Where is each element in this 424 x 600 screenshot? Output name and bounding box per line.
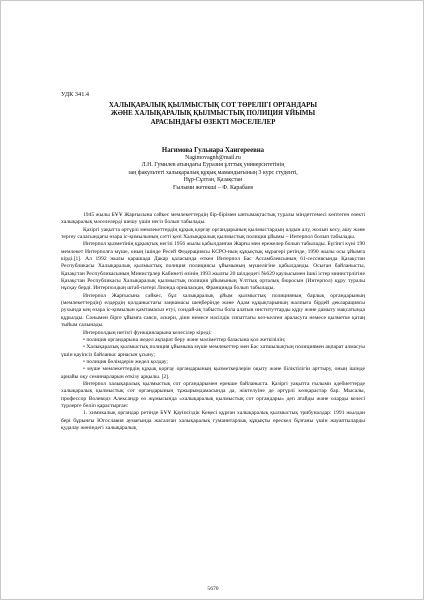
page-number: 5670 xyxy=(207,586,219,592)
article-body xyxy=(61,212,365,432)
title-line-3: АРАСЫНДАҒЫ ӨЗЕКТІ МӘСЕЛЕЛЕР xyxy=(150,118,276,126)
paper-title xyxy=(61,102,365,127)
paragraph: Интерпол қызметінің құқықтық негізі 1956 жылы қабылданған Жарғы мен ережелер болып табылады. Бүгінгі күні 190 мемлекет Интерполға мүше, оның ішінде Ресей Федерациясы КСРО-ның құқықтық мұрагері ретінде, 1990 жылы осы ұйымға кірді.[1]. Ал 1992 жылы қарашада Дакар қаласында өткен Интерпол Бас Ассамблеясының 61-сессиясында Қазақстан Республикасы Халықаралық қылмыстық полиция полициясы ұйымының мүшелігіне қабылданды. Осыған байланысты, Қазақстан Республикасының Министрлер Кабинеті өзінің 1993 жылғы 20 шілдедегі №629 қаулысымен Ішкі істер министрлігіне Қазақстан Республикасы Халықаралық қылмыстық полиция ұйымының Ұлттық орталық бюросын (Интерпол) құру туралы нұсқау берді. Интерполдың штаб-пәтері Лионда орналасқан, Францияда болып табылады. xyxy=(61,241,365,292)
list-item: • полиция бөлімдерін жедел қолдау; xyxy=(83,358,168,365)
paragraph: 1. химикалық органдар ретінде БҰҰ Қауіпсіздік Кеңесі құрған халықаралық қылмыстық трибуналдар: 1991 жылдан бері бұрынғы Югославия аумағында жасалған халықаралық гуманитарлық құқықты өрескел бұзғаны үшін жауаптыларды қудалау жөніндегі халықаралық xyxy=(61,410,365,431)
paragraph: 1945 жылы БҰҰ Жарғысына сәйкес мемлекеттердің бір-бірімен ынтымақтастық туралы міндеттемесі көптеген өзекті халықаралық мәселелерді шешу үшін негіз болып табылады. xyxy=(61,212,365,226)
list-item: • полиция органдарына жедел ақпарат беру және мәліметтер базасына қол жеткізілін; xyxy=(83,336,286,343)
author-affiliation-2: заң факультеті халықаралық құқық мамандығының 3 курс студенті, xyxy=(128,169,298,176)
paragraph: Қазіргі уақытта әртүрлі мемлекеттердің құқық қорғау органдарының қылмыстардың алдын алу, жолын кесу, ашу және тергеу саласындағы өзара іс-қимылының сәтті қөзі Халықаралық қылмыстық полиция ұйымы – Интерпол болып табылады. xyxy=(61,226,365,241)
paragraph: Интерпол халықаралық қылмыстық сот органдарымен ерекше байланыста. Қазіргі уақытта ғылыми әдебиеттерде халықаралық қылмыстық сот органдарының тұжырымдамасында да, жіктелуіне де әртүрлі көзқарастар бар. Мысалы, профессор Волеводз Александр өз жұмысында «халықаралық қылмыстық сот органдары» деп атайды және оларды келесі түрлерге бөліп қарастырған: xyxy=(61,380,365,409)
list-item: • мүше мемлекеттердің құқық қорғау органдарының қызметкерлерін оқыту және біліктілігін арттыру, оның ішінде арнайы оқу семинарларын өткізу арқылы. [2]. xyxy=(61,366,365,380)
paragraph: Интерпол Жарғысына сәйкес, бұл халықаралық ұйым қылмыстық полицияның барлық органдарының (мемлекеттердің) елдердің қолданыстағы заңнамасы шеңберінде және Адам құқықтарының жалпыға бірдей декларациясы рухында кең өзара іс-қимылын қамтамасыз етуі, сондай-ақ табысты бола алатын институттарды құру және дамыту мақсатында құрылды. Сонымен бірге ұйымға саяси, әскери, діни немесе нәсілдік сипаттағы кез-келген араласуға немесе қызметке қатаң тыйым салынады. xyxy=(61,292,365,329)
author-city: Нұр-Сұлтан, Қазақстан xyxy=(183,177,243,184)
author-name: Нагимова Гульнара Хангереевна xyxy=(161,147,265,154)
author-email: Nagimovagnh@mail.ru xyxy=(185,154,241,161)
author-block xyxy=(61,147,365,193)
supervisor: Ғылыми жетекші – Ф. Карабаев xyxy=(173,184,253,191)
title-line-1: ХАЛЫҚАРАЛЫҚ ҚЫЛМЫСТЫҚ СОТ ТӨРЕЛІГІ ОРГАНДАРЫ xyxy=(108,102,318,109)
udk-code: УДК 341.4 xyxy=(61,91,90,98)
title-line-2: ЖӘНЕ ХАЛЫҚАРАЛЫҚ ҚЫЛМЫСТЫҚ ПОЛИЦИЯ ҰЙЫМЫ xyxy=(110,110,316,118)
list-item: • Халықаралық қылмыстық полиция ұйымына мүше мемлекеттер мен Бас хатшылықтың полициямен ақпарат алмасуы үшін қауіпсіз байланыс арнасын ұсыну; xyxy=(61,344,365,358)
paragraph: Интерполдың негізгі функцияларына келесілер кіреді: xyxy=(83,329,212,336)
author-affiliation-1: Л.Н. Гумилев атындағы Еуразия ұлттық университетінің xyxy=(141,162,285,169)
